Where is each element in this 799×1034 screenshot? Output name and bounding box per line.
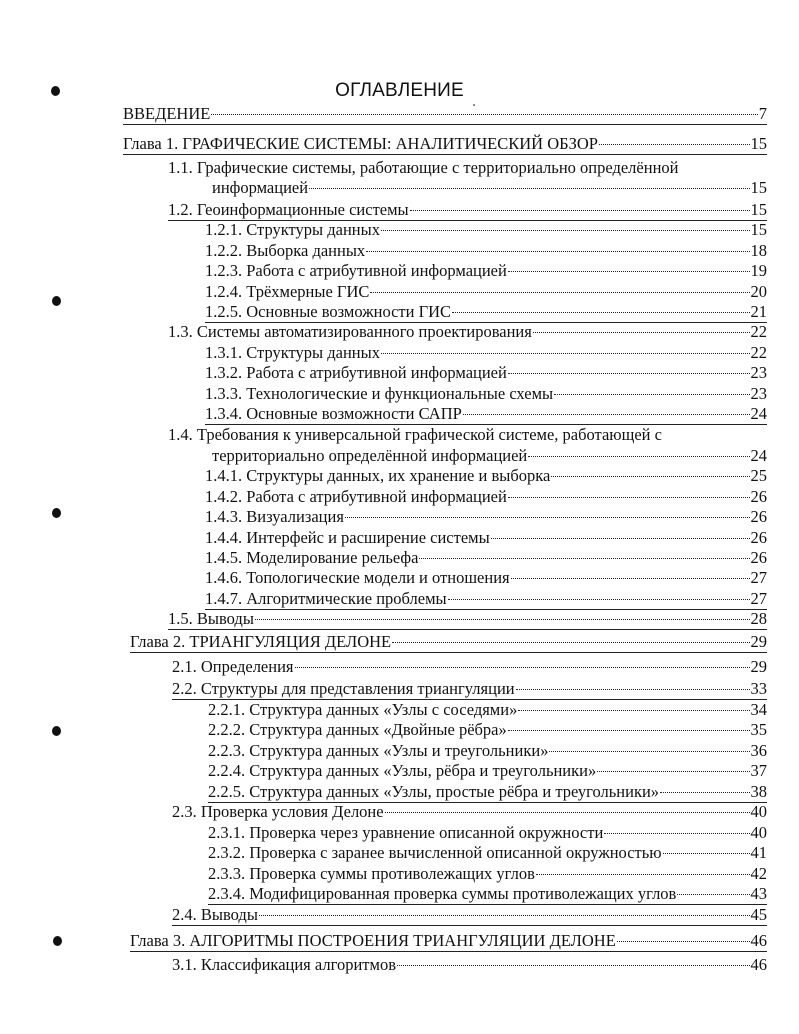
toc-entry-title: Работа с атрибутивной информацией bbox=[246, 363, 507, 382]
toc-entry-title: ТРИАНГУЛЯЦИЯ ДЕЛОНЕ bbox=[189, 632, 392, 651]
toc-page-number: 36 bbox=[750, 741, 767, 760]
toc-entry[interactable] bbox=[172, 679, 767, 700]
toc-entry[interactable] bbox=[172, 955, 767, 975]
toc-entry[interactable] bbox=[130, 632, 767, 653]
toc-page-number: 26 bbox=[750, 548, 767, 567]
toc-entry-title: Выборка данных bbox=[246, 241, 366, 260]
dot-leader bbox=[508, 271, 750, 272]
toc-entry-number: 2.3.3. bbox=[208, 864, 246, 883]
dot-leader bbox=[448, 599, 750, 600]
toc-entry-line: 1.1. Графические системы, работающие с территориально определённой bbox=[168, 158, 679, 177]
dot-leader bbox=[397, 965, 750, 966]
toc-page-number: 42 bbox=[750, 864, 767, 883]
dot-leader bbox=[508, 730, 750, 731]
toc-entry[interactable] bbox=[208, 884, 767, 905]
toc-entry[interactable] bbox=[205, 568, 767, 588]
dot-leader bbox=[508, 373, 750, 374]
toc-entry[interactable] bbox=[172, 802, 767, 822]
toc-entry-number: 2.2.3. bbox=[208, 741, 246, 760]
toc-entry-number: 1.4.4. bbox=[205, 528, 243, 547]
toc-page-number: 33 bbox=[750, 679, 767, 698]
toc-entry-number: 2.1. bbox=[172, 657, 197, 676]
dot-leader bbox=[604, 833, 749, 834]
toc-entry[interactable] bbox=[212, 178, 767, 198]
toc-entry-number: 1.2. bbox=[168, 200, 193, 219]
toc-entry[interactable] bbox=[205, 343, 767, 363]
toc-entry-number: Глава 2. bbox=[130, 632, 186, 651]
toc-entry-number: 2.2.2. bbox=[208, 720, 246, 739]
toc-page-number: 21 bbox=[750, 302, 767, 321]
toc-entry-number: 1.4.6. bbox=[205, 568, 243, 587]
toc-page-number: 35 bbox=[750, 720, 767, 739]
toc-entry[interactable] bbox=[172, 905, 767, 926]
toc-entry-title: Модифицированная проверка суммы противолежащих углов bbox=[249, 884, 677, 903]
toc-entry[interactable] bbox=[205, 220, 767, 240]
toc-page-number: 18 bbox=[750, 241, 767, 260]
toc-entry-title: Работа с атрибутивной информацией bbox=[246, 261, 507, 280]
toc-entry-number: 2.4. bbox=[172, 905, 197, 924]
toc-entry-title: Структура данных «Узлы, простые рёбра и треугольники» bbox=[249, 782, 660, 801]
dot-leader bbox=[516, 689, 750, 690]
dot-leader bbox=[660, 792, 749, 793]
dot-leader bbox=[463, 414, 750, 415]
toc-entry[interactable] bbox=[130, 931, 767, 952]
toc-page-number: 40 bbox=[750, 802, 767, 821]
toc-entry-number: Глава 3. bbox=[130, 931, 186, 950]
dot-leader bbox=[528, 456, 749, 457]
toc-page-number: 26 bbox=[750, 507, 767, 526]
dot-leader bbox=[597, 771, 749, 772]
binder-hole-mark bbox=[52, 296, 61, 306]
toc-page-number: 15 bbox=[750, 134, 767, 153]
toc-entry[interactable] bbox=[205, 589, 767, 610]
toc-entry[interactable] bbox=[205, 261, 767, 281]
toc-entry-title: Структура данных «Узлы, рёбра и треугольники» bbox=[249, 761, 597, 780]
toc-page-number: 15 bbox=[750, 220, 767, 239]
dot-leader bbox=[533, 332, 750, 333]
toc-entry-number: 1.2.5. bbox=[205, 302, 243, 321]
toc-entry-title: Геоинформационные системы bbox=[196, 200, 409, 219]
toc-entry-title: Классификация алгоритмов bbox=[200, 955, 396, 974]
dot-leader bbox=[381, 353, 750, 354]
toc-entry-title: Структура данных «Узлы и треугольники» bbox=[249, 741, 549, 760]
toc-page-number: 22 bbox=[750, 322, 767, 341]
toc-entry-title: Структуры для представления триангуляции bbox=[200, 679, 515, 698]
dot-leader bbox=[419, 558, 749, 559]
toc-entry-title: Определения bbox=[200, 657, 294, 676]
dot-leader bbox=[508, 497, 750, 498]
toc-entry-title: Топологические модели и отношения bbox=[246, 568, 510, 587]
toc-entry[interactable] bbox=[208, 700, 767, 720]
dot-leader bbox=[381, 230, 750, 231]
toc-entry-number: 2.2.4. bbox=[208, 761, 246, 780]
toc-page-number: 23 bbox=[750, 384, 767, 403]
toc-entry[interactable] bbox=[205, 404, 767, 425]
toc-entry[interactable] bbox=[205, 507, 767, 527]
toc-entry-title: Системы автоматизированного проектирования bbox=[196, 322, 532, 341]
toc-entry[interactable] bbox=[168, 322, 767, 342]
toc-entry-title: Структура данных «Узлы с соседями» bbox=[249, 700, 518, 719]
toc-page-number: 27 bbox=[750, 568, 767, 587]
toc-page-number: 34 bbox=[750, 700, 767, 719]
toc-entry-number: 3.1. bbox=[172, 955, 197, 974]
toc-entry-title: Проверка суммы противолежащих углов bbox=[249, 864, 535, 883]
dot-leader bbox=[309, 188, 749, 189]
toc-entry-title: Проверка через уравнение описанной окружности bbox=[249, 823, 604, 842]
toc-entry-line: 1.4. Требования к универсальной графической системе, работающей с bbox=[168, 425, 662, 444]
toc-entry-title: Работа с атрибутивной информацией bbox=[246, 487, 507, 506]
toc-entry[interactable] bbox=[205, 363, 767, 383]
toc-entry-number: 1.2.3. bbox=[205, 261, 243, 280]
toc-entry-title: Алгоритмические проблемы bbox=[246, 589, 447, 608]
toc-entry[interactable] bbox=[205, 528, 767, 548]
toc-entry-title: ГРАФИЧЕСКИЕ СИСТЕМЫ: АНАЛИТИЧЕСКИЙ ОБЗОР bbox=[182, 134, 598, 153]
dot-leader bbox=[551, 476, 749, 477]
toc-entry-title: АЛГОРИТМЫ ПОСТРОЕНИЯ ТРИАНГУЛЯЦИИ ДЕЛОНЕ bbox=[189, 931, 616, 950]
dot-leader bbox=[366, 251, 749, 252]
toc-entry-number: Глава 1. bbox=[123, 134, 179, 153]
dot-leader bbox=[392, 642, 749, 643]
toc-entry-number: 2.3.2. bbox=[208, 843, 246, 862]
toc-page-number: 23 bbox=[750, 363, 767, 382]
toc-entry[interactable] bbox=[172, 657, 767, 677]
toc-page-number: 25 bbox=[750, 466, 767, 485]
toc-page-number: 26 bbox=[750, 487, 767, 506]
toc-entry-number: 2.2.5. bbox=[208, 782, 246, 801]
toc-page-number: 27 bbox=[750, 589, 767, 608]
toc-entry-number: 1.3.2. bbox=[205, 363, 243, 382]
toc-entry[interactable] bbox=[208, 741, 767, 761]
toc-entry[interactable] bbox=[168, 609, 767, 630]
toc-entry-title: Интерфейс и расширение системы bbox=[246, 528, 490, 547]
toc-entry-title: Визуализация bbox=[246, 507, 344, 526]
toc-entry[interactable] bbox=[205, 282, 767, 302]
toc-entry-title: Основные возможности САПР bbox=[246, 404, 462, 423]
toc-entry-title: Трёхмерные ГИС bbox=[246, 282, 370, 301]
toc-entry-title: информацией bbox=[212, 178, 309, 197]
toc-entry-number: 1.3. bbox=[168, 322, 193, 341]
toc-page-number: 29 bbox=[750, 632, 767, 651]
toc-page-number: 29 bbox=[750, 657, 767, 676]
binder-hole-mark bbox=[53, 936, 62, 946]
dot-leader bbox=[452, 312, 749, 313]
toc-page-number: 24 bbox=[750, 404, 767, 423]
toc-entry[interactable] bbox=[208, 864, 767, 884]
toc-entry[interactable] bbox=[208, 843, 767, 863]
dot-leader bbox=[255, 619, 750, 620]
toc-page-number: 26 bbox=[750, 528, 767, 547]
binder-hole-mark bbox=[51, 86, 60, 96]
toc-entry-title: Моделирование рельефа bbox=[246, 548, 419, 567]
toc-entry[interactable] bbox=[212, 446, 767, 466]
toc-page-number: 45 bbox=[750, 905, 767, 924]
toc-page-number: 15 bbox=[750, 200, 767, 219]
toc-page-number: 46 bbox=[750, 931, 767, 950]
dot-leader bbox=[677, 894, 749, 895]
binder-hole-mark bbox=[52, 726, 61, 736]
dot-leader bbox=[599, 144, 750, 145]
toc-entry-number: 1.4.1. bbox=[205, 466, 243, 485]
dot-leader bbox=[410, 210, 750, 211]
toc-entry[interactable] bbox=[208, 823, 767, 843]
toc-entry[interactable] bbox=[123, 134, 767, 155]
toc-entry-title: Проверка с заранее вычисленной описанной окружностью bbox=[249, 843, 662, 862]
dot-leader bbox=[617, 941, 750, 942]
toc-page-number: 38 bbox=[750, 782, 767, 801]
dot-leader bbox=[549, 751, 749, 752]
toc-entry-number: 2.3.4. bbox=[208, 884, 246, 903]
toc-entry-title: Структуры данных, их хранение и выборка bbox=[246, 466, 551, 485]
toc-page-number: 20 bbox=[750, 282, 767, 301]
toc-entry-number: 1.2.1. bbox=[205, 220, 243, 239]
toc-entry-title: Проверка условия Делоне bbox=[200, 802, 384, 821]
dot-leader bbox=[295, 667, 750, 668]
toc-entry-number: 1.4.7. bbox=[205, 589, 243, 608]
dot-leader bbox=[536, 874, 750, 875]
toc-entry-number: 1.3.4. bbox=[205, 404, 243, 423]
dot-leader bbox=[491, 538, 750, 539]
toc-entry-title: Основные возможности ГИС bbox=[246, 302, 452, 321]
toc-entry[interactable] bbox=[205, 241, 767, 261]
toc-entry-number: 2.3. bbox=[172, 802, 197, 821]
toc-entry[interactable] bbox=[205, 384, 767, 404]
toc-entry-title: Структуры данных bbox=[246, 343, 380, 362]
toc-entry-number: 1.4.3. bbox=[205, 507, 243, 526]
dot-leader bbox=[385, 812, 750, 813]
toc-entry-number: 1.4.2. bbox=[205, 487, 243, 506]
toc-entry-title: Выводы bbox=[196, 609, 254, 628]
toc-page-number: 24 bbox=[750, 446, 767, 465]
toc-entry-number: 1.5. bbox=[168, 609, 193, 628]
toc-entry-number: 1.3.3. bbox=[205, 384, 243, 403]
dot-leader bbox=[518, 710, 749, 711]
dot-leader bbox=[259, 915, 750, 916]
toc-entry-number: 2.3.1. bbox=[208, 823, 246, 842]
toc-entry-number: 1.2.2. bbox=[205, 241, 243, 260]
toc-entry[interactable] bbox=[205, 548, 767, 568]
dot-leader bbox=[554, 394, 749, 395]
toc-entry-number: 1.3.1. bbox=[205, 343, 243, 362]
toc-entry-title: Структура данных «Двойные рёбра» bbox=[249, 720, 507, 739]
toc-page-number: 37 bbox=[750, 761, 767, 780]
toc-entry-title: Выводы bbox=[200, 905, 258, 924]
toc-entry-title: ВВЕДЕНИЕ bbox=[123, 104, 211, 123]
toc-entry-number: 1.4.5. bbox=[205, 548, 243, 567]
toc-entry[interactable] bbox=[205, 466, 767, 486]
toc-page-number: 46 bbox=[750, 955, 767, 974]
toc-entry[interactable] bbox=[123, 104, 767, 125]
dot-leader bbox=[663, 853, 750, 854]
toc-page-number: 7 bbox=[758, 104, 767, 123]
toc-entry[interactable] bbox=[208, 720, 767, 740]
toc-entry-title: Структуры данных bbox=[246, 220, 380, 239]
dot-leader bbox=[211, 114, 757, 115]
toc-entry-title: Технологические и функциональные схемы bbox=[246, 384, 554, 403]
toc-page-number: 19 bbox=[750, 261, 767, 280]
toc-entry[interactable] bbox=[208, 782, 767, 803]
toc-entry[interactable] bbox=[168, 200, 767, 221]
toc-entry-title: территориально определённой информацией bbox=[212, 446, 528, 465]
toc-entry-number: 2.2. bbox=[172, 679, 197, 698]
toc-entry-number: 2.2.1. bbox=[208, 700, 246, 719]
dot-leader bbox=[511, 578, 750, 579]
toc-page-number: 28 bbox=[750, 609, 767, 628]
toc-page-number: 40 bbox=[750, 823, 767, 842]
dot-leader bbox=[345, 517, 750, 518]
toc-page-number: 15 bbox=[750, 178, 767, 197]
toc-page-number: 41 bbox=[750, 843, 767, 862]
toc-page-number: 43 bbox=[750, 884, 767, 903]
binder-hole-mark bbox=[52, 508, 61, 518]
toc-entry[interactable] bbox=[205, 487, 767, 507]
toc-entry-number: 1.2.4. bbox=[205, 282, 243, 301]
toc-entry[interactable] bbox=[205, 302, 767, 323]
toc-page-number: 22 bbox=[750, 343, 767, 362]
page-title: ОГЛАВЛЕНИЕ bbox=[335, 80, 464, 101]
dot-leader bbox=[370, 292, 749, 293]
toc-entry[interactable] bbox=[208, 761, 767, 781]
